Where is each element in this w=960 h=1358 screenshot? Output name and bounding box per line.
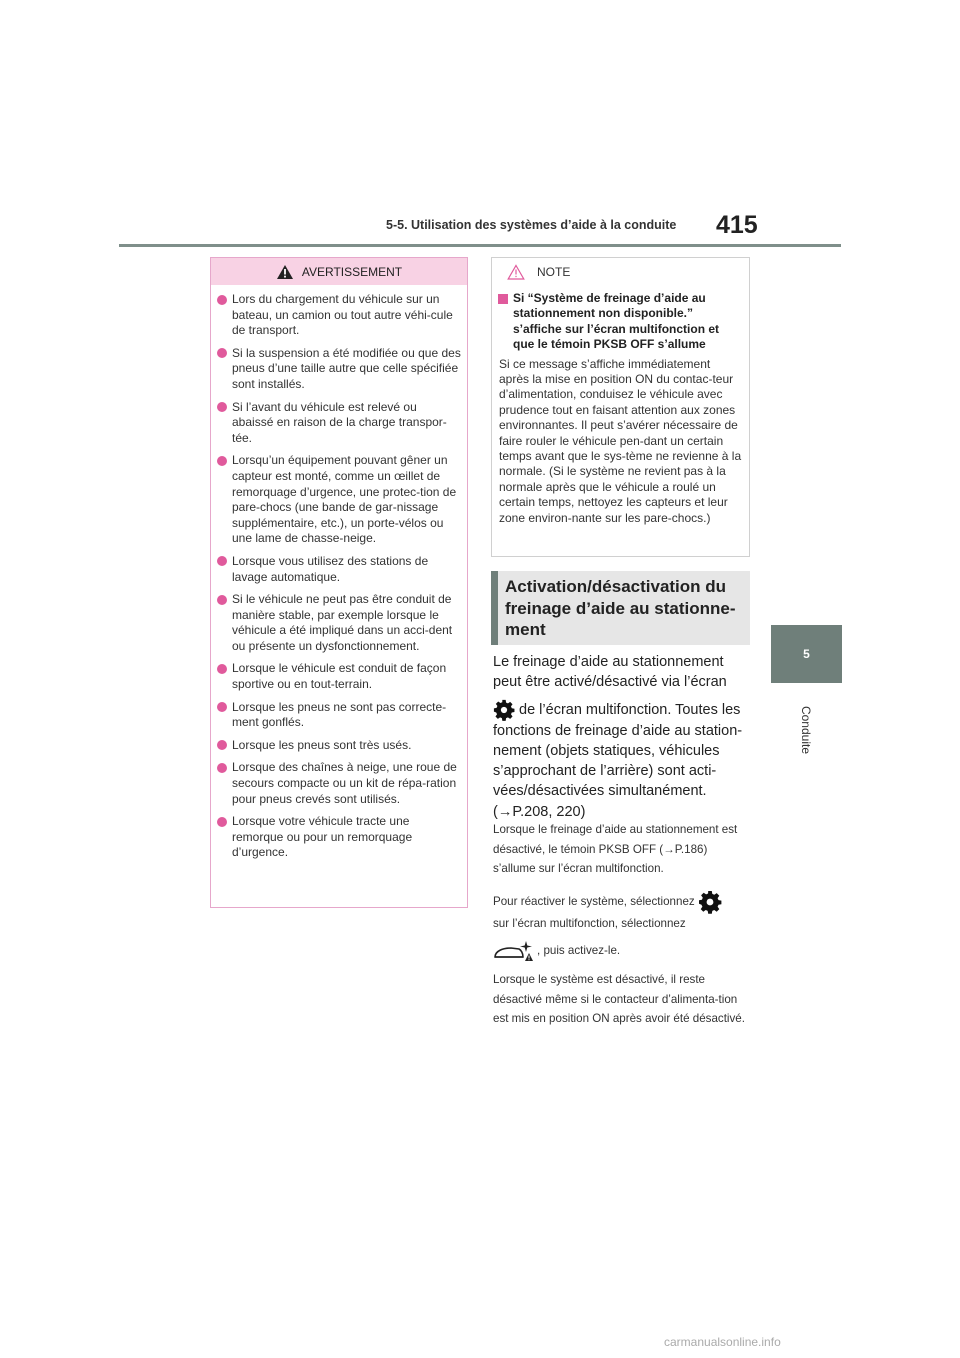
bullet-icon bbox=[217, 402, 227, 412]
warning-item bbox=[217, 453, 461, 547]
parking-support-brake-icon bbox=[493, 940, 537, 962]
warning-item-text: Si l’avant du véhicule est relevé ou abaissé en raison de la charge transpor-tée. bbox=[232, 399, 447, 445]
warning-item-text: Lors du chargement du véhicule sur un bateau, un camion ou tout autre véhi-cule de transport. bbox=[232, 292, 453, 338]
gear-icon bbox=[698, 890, 722, 914]
watermark: carmanualsonline.info bbox=[664, 1335, 781, 1349]
warning-item-text: Si le véhicule ne peut pas être conduit de manière stable, par exemple lorsque le véhicule a été impliqué dans un acci-dent ou présente un dysfonctionnement. bbox=[232, 592, 453, 653]
warning-item bbox=[217, 592, 461, 654]
bullet-icon bbox=[217, 763, 227, 773]
chapter-label: Conduite bbox=[799, 705, 813, 755]
note-title: NOTE bbox=[537, 264, 571, 279]
header-rule bbox=[119, 244, 841, 247]
warning-item bbox=[217, 760, 461, 807]
warning-box bbox=[210, 257, 468, 908]
warning-item bbox=[217, 738, 461, 754]
disabled-state-paragraph: Lorsque le système est désactivé, il reste désactivé même si le contacteur d’alimenta-tion est mis en position ON après avoir été désactivé. bbox=[493, 973, 745, 1026]
warning-item-text: Lorsque des chaînes à neige, une roue de secours compacte ou un kit de répa-ration pour pneus crevés sont utilisés. bbox=[232, 760, 457, 806]
reactivate-paragraph bbox=[493, 890, 749, 962]
heading-accent-bar bbox=[491, 571, 498, 645]
warning-item bbox=[217, 346, 461, 393]
warning-item bbox=[217, 661, 461, 692]
bullet-icon bbox=[217, 456, 227, 466]
warning-item bbox=[217, 400, 461, 447]
intro-page-ref: (→P.208, 220) bbox=[493, 803, 586, 820]
bullet-icon bbox=[217, 817, 227, 827]
bullet-icon bbox=[217, 348, 227, 358]
reactivate-text-part2: sur l’écran multifonction, sélectionnez bbox=[493, 917, 686, 930]
intro-text-part1: Le freinage d’aide au stationnement peut être activé/désactivé via l’écran bbox=[493, 654, 727, 691]
bullet-icon bbox=[217, 595, 227, 605]
reactivate-text-part1: Pour réactiver le système, sélectionnez bbox=[493, 895, 698, 909]
chapter-tab: 5 bbox=[771, 625, 842, 683]
note-box bbox=[491, 257, 750, 557]
note-header bbox=[492, 258, 749, 285]
warning-item-text: Si la suspension a été modifiée ou que des pneus d’une taille autre que celle spécifiée sont installés. bbox=[232, 345, 461, 391]
warning-item bbox=[217, 814, 461, 861]
warning-triangle-icon bbox=[276, 264, 294, 280]
note-item-body: Si ce message s’affiche immédiatement après la mise en position ON du contac-teur d’alimentation, conduisez le véhicule avec prudence tout en faisant attention aux zones environnantes. Il peut s’avérer nécessaire de faire rouler le véhicule pen-dant un certain temps avant que le sys-tème ne revienne à la normale. (Si le système ne revient pas à la normale après que le véhicule a roulé un certain temps, nettoyez les capteurs et leur zone environ-nante sur les pare-chocs.) bbox=[499, 356, 742, 525]
warning-item bbox=[217, 554, 461, 585]
section-heading bbox=[491, 571, 750, 645]
reactivate-text-part3: , puis activez-le. bbox=[537, 943, 621, 957]
section-intro bbox=[493, 652, 749, 822]
warning-item bbox=[217, 700, 461, 731]
warning-list bbox=[211, 285, 467, 861]
warning-item-text: Lorsque vous utilisez des stations de lavage automatique. bbox=[232, 553, 429, 584]
warning-item-text: Lorsqu’un équipement pouvant gêner un capteur est monté, comme un œillet de remorquage d’urgence, une protec-tion de pare-chocs (une bande de gar-nissage supplémentaire, etc.), un porte-vélos ou une lame de chasse-neige. bbox=[232, 453, 457, 546]
warning-item-text: Lorsque votre véhicule tracte une remorque ou pour un remorquage d’urgence. bbox=[232, 814, 413, 860]
warning-item bbox=[217, 292, 461, 339]
warning-item-text: Lorsque les pneus sont très usés. bbox=[232, 737, 412, 752]
pksb-off-paragraph: Lorsque le freinage d’aide au stationnement est désactivé, le témoin PKSB OFF (→P.186) s’allume sur l’écran multifonction. bbox=[493, 823, 738, 876]
warning-title: AVERTISSEMENT bbox=[301, 264, 403, 279]
header-section-title: 5-5. Utilisation des systèmes d’aide à la conduite bbox=[386, 218, 677, 232]
bullet-icon bbox=[217, 556, 227, 566]
bullet-icon bbox=[217, 295, 227, 305]
gear-icon bbox=[493, 699, 515, 721]
warning-item-text: Lorsque les pneus ne sont pas correcte-ment gonflés. bbox=[232, 699, 447, 730]
bullet-icon bbox=[217, 664, 227, 674]
caution-triangle-icon bbox=[507, 264, 525, 280]
note-item-title-row bbox=[492, 285, 749, 353]
warning-item-text: Lorsque le véhicule est conduit de façon sportive ou en tout-terrain. bbox=[232, 661, 447, 692]
page-number: 415 bbox=[716, 211, 758, 239]
bullet-icon bbox=[217, 702, 227, 712]
section-heading-text: Activation/désactivation du freinage d’aide au stationne-ment bbox=[505, 577, 736, 639]
warning-header bbox=[211, 258, 467, 285]
bullet-icon bbox=[217, 740, 227, 750]
note-item-title: Si “Système de freinage d’aide au stationnement non disponible.” s’affiche sur l’écran multifonction et que le témoin PKSB OFF s’allume bbox=[513, 291, 720, 352]
square-bullet-icon bbox=[498, 294, 508, 304]
intro-text-part2: de l’écran multifonction. Toutes les fonctions de freinage d’aide au station-nement (objets statiques, véhicules s’approchant de l’arrière) sont acti-vées/désactivées simultanément. bbox=[493, 701, 743, 800]
